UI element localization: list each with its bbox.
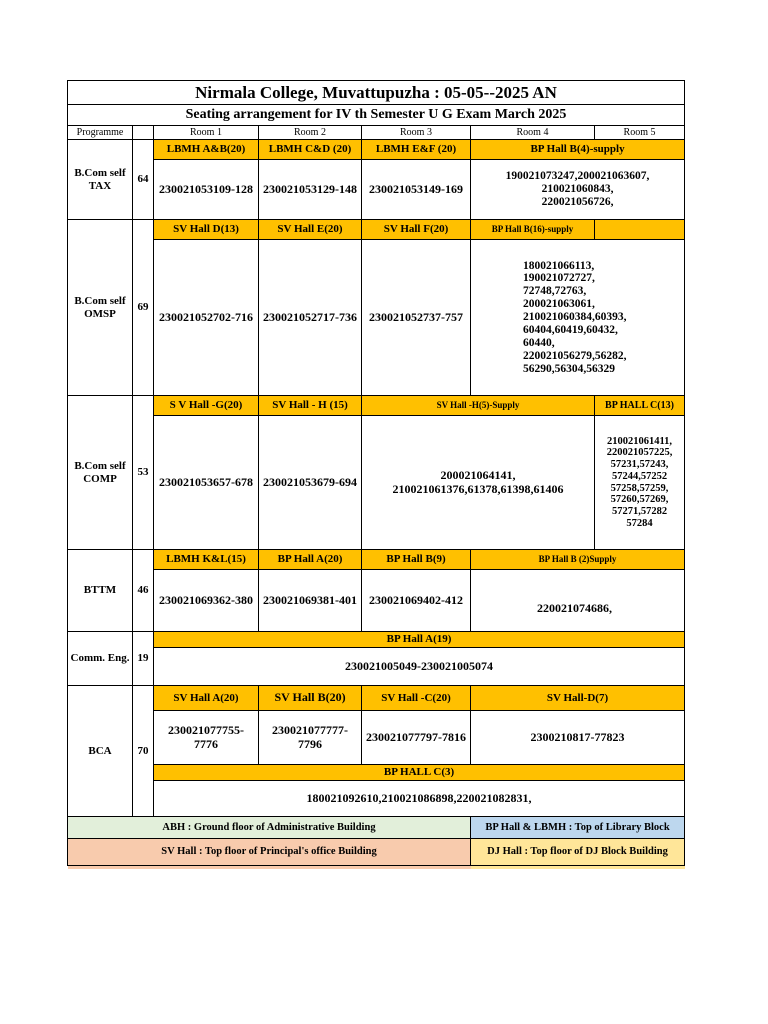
hall-label: SV Hall D(13): [154, 220, 259, 240]
hall-label: BP Hall B (2)Supply: [471, 550, 685, 570]
hall-label: SV Hall -C(20): [362, 686, 471, 711]
legend-bp: BP Hall & LBMH : Top of Library Block: [471, 817, 685, 839]
count-comp: 53: [133, 396, 154, 550]
hall-label: S V Hall -G(20): [154, 396, 259, 416]
reg-range: 230021053657-678: [154, 416, 259, 550]
reg-supply-list: 210021061411, 220021057225, 57231,57243, 57244,57252 57258,57259, 57260,57269, 57271,57282 57284: [595, 416, 685, 550]
hall-label: BP Hall A(20): [259, 550, 362, 570]
hall-label: BP Hall B(4)-supply: [471, 140, 685, 160]
legend-row-1: [68, 817, 685, 839]
legend-edge-right: [471, 866, 685, 870]
hall-label: BP HALL C(13): [595, 396, 685, 416]
reg-supply-list: 220021074686,: [471, 570, 685, 632]
comp-reg-row: [68, 416, 685, 550]
reg-range: 230021005049-230021005074: [154, 648, 685, 686]
tax-reg-row: [68, 160, 685, 220]
col-programme: Programme: [68, 126, 133, 140]
legend-dj: DJ Hall : Top floor of DJ Block Building: [471, 839, 685, 866]
reg-range: 2300210817-77823: [471, 711, 685, 765]
count-omsp: 69: [133, 220, 154, 396]
hall-label: LBMH E&F (20): [362, 140, 471, 160]
programme-tax: B.Com self TAX: [68, 140, 133, 220]
comp-hall-row: [68, 396, 685, 416]
reg-range: 230021052717-736: [259, 240, 362, 396]
comm-reg-row: [68, 648, 685, 686]
bca-hall2-row: [68, 765, 685, 781]
col-room2: Room 2: [259, 126, 362, 140]
hall-label-empty: [595, 220, 685, 240]
programme-omsp: B.Com self OMSP: [68, 220, 133, 396]
hall-label: SV Hall F(20): [362, 220, 471, 240]
page-subtitle: Seating arrangement for IV th Semester U G Exam March 2025: [68, 105, 685, 126]
reg-supply-list: 200021064141, 210021061376,61378,61398,61406: [362, 416, 595, 550]
hall-label: LBMH A&B(20): [154, 140, 259, 160]
hall-label: SV Hall -H(5)-Supply: [362, 396, 595, 416]
reg-range: 230021052737-757: [362, 240, 471, 396]
hall-label: SV Hall A(20): [154, 686, 259, 711]
column-header-row: [68, 126, 685, 140]
count-bttm: 46: [133, 550, 154, 632]
legend-edge-left: [68, 866, 471, 870]
bca-supply-row: [68, 781, 685, 817]
bttm-reg-row: [68, 570, 685, 632]
programme-bttm: BTTM: [68, 550, 133, 632]
reg-range: 230021052702-716: [154, 240, 259, 396]
hall-label: LBMH C&D (20): [259, 140, 362, 160]
omsp-hall-row: [68, 220, 685, 240]
legend-row-2: [68, 839, 685, 866]
reg-range: 230021069402-412: [362, 570, 471, 632]
hall-label: LBMH K&L(15): [154, 550, 259, 570]
reg-supply-list: 180021092610,210021086898,220021082831,: [154, 781, 685, 817]
programme-bca: BCA: [68, 686, 133, 817]
hall-label: SV Hall - H (15): [259, 396, 362, 416]
page-title: Nirmala College, Muvattupuzha : 05-05--2025 AN: [68, 81, 685, 105]
hall-label: BP Hall B(9): [362, 550, 471, 570]
seating-table: [67, 80, 685, 869]
count-tax: 64: [133, 140, 154, 220]
hall-label: SV Hall B(20): [259, 686, 362, 711]
bca-reg-row: [68, 711, 685, 765]
count-bca: 70: [133, 686, 154, 817]
bca-hall-row: [68, 686, 685, 711]
reg-range: 230021077797-7816: [362, 711, 471, 765]
count-comm: 19: [133, 632, 154, 686]
hall-label: SV Hall-D(7): [471, 686, 685, 711]
reg-range: 230021053109-128: [154, 160, 259, 220]
seating-sheet: [67, 80, 684, 869]
reg-supply-list: 180021066113, 190021072727, 72748,72763, 200021063061, 210021060384,60393, 60404,60419,60432, 60440, 220021056279,56282, 56290,56304,56329: [471, 240, 685, 396]
reg-range: 230021053149-169: [362, 160, 471, 220]
bttm-hall-row: [68, 550, 685, 570]
reg-supply-list: 190021073247,200021063607, 210021060843, 220021056726,: [471, 160, 685, 220]
legend-sv: SV Hall : Top floor of Principal's office Building: [68, 839, 471, 866]
reg-range: 230021053679-694: [259, 416, 362, 550]
col-room3: Room 3: [362, 126, 471, 140]
hall-label: BP Hall B(16)-supply: [471, 220, 595, 240]
programme-comm: Comm. Eng.: [68, 632, 133, 686]
tax-hall-row: [68, 140, 685, 160]
hall-label: BP HALL C(3): [154, 765, 685, 781]
col-count: [133, 126, 154, 140]
legend-abh: ABH : Ground floor of Administrative Building: [68, 817, 471, 839]
col-room5: Room 5: [595, 126, 685, 140]
legend-bottom-edge: [68, 866, 685, 870]
programme-comp: B.Com self COMP: [68, 396, 133, 550]
hall-label: BP Hall A(19): [154, 632, 685, 648]
col-room4: Room 4: [471, 126, 595, 140]
omsp-reg-row: [68, 240, 685, 396]
reg-range: 230021077755- 7776: [154, 711, 259, 765]
hall-label: SV Hall E(20): [259, 220, 362, 240]
col-room1: Room 1: [154, 126, 259, 140]
reg-range: 230021069381-401: [259, 570, 362, 632]
reg-range: 230021053129-148: [259, 160, 362, 220]
reg-range: 230021077777- 7796: [259, 711, 362, 765]
reg-range: 230021069362-380: [154, 570, 259, 632]
comm-hall-row: [68, 632, 685, 648]
